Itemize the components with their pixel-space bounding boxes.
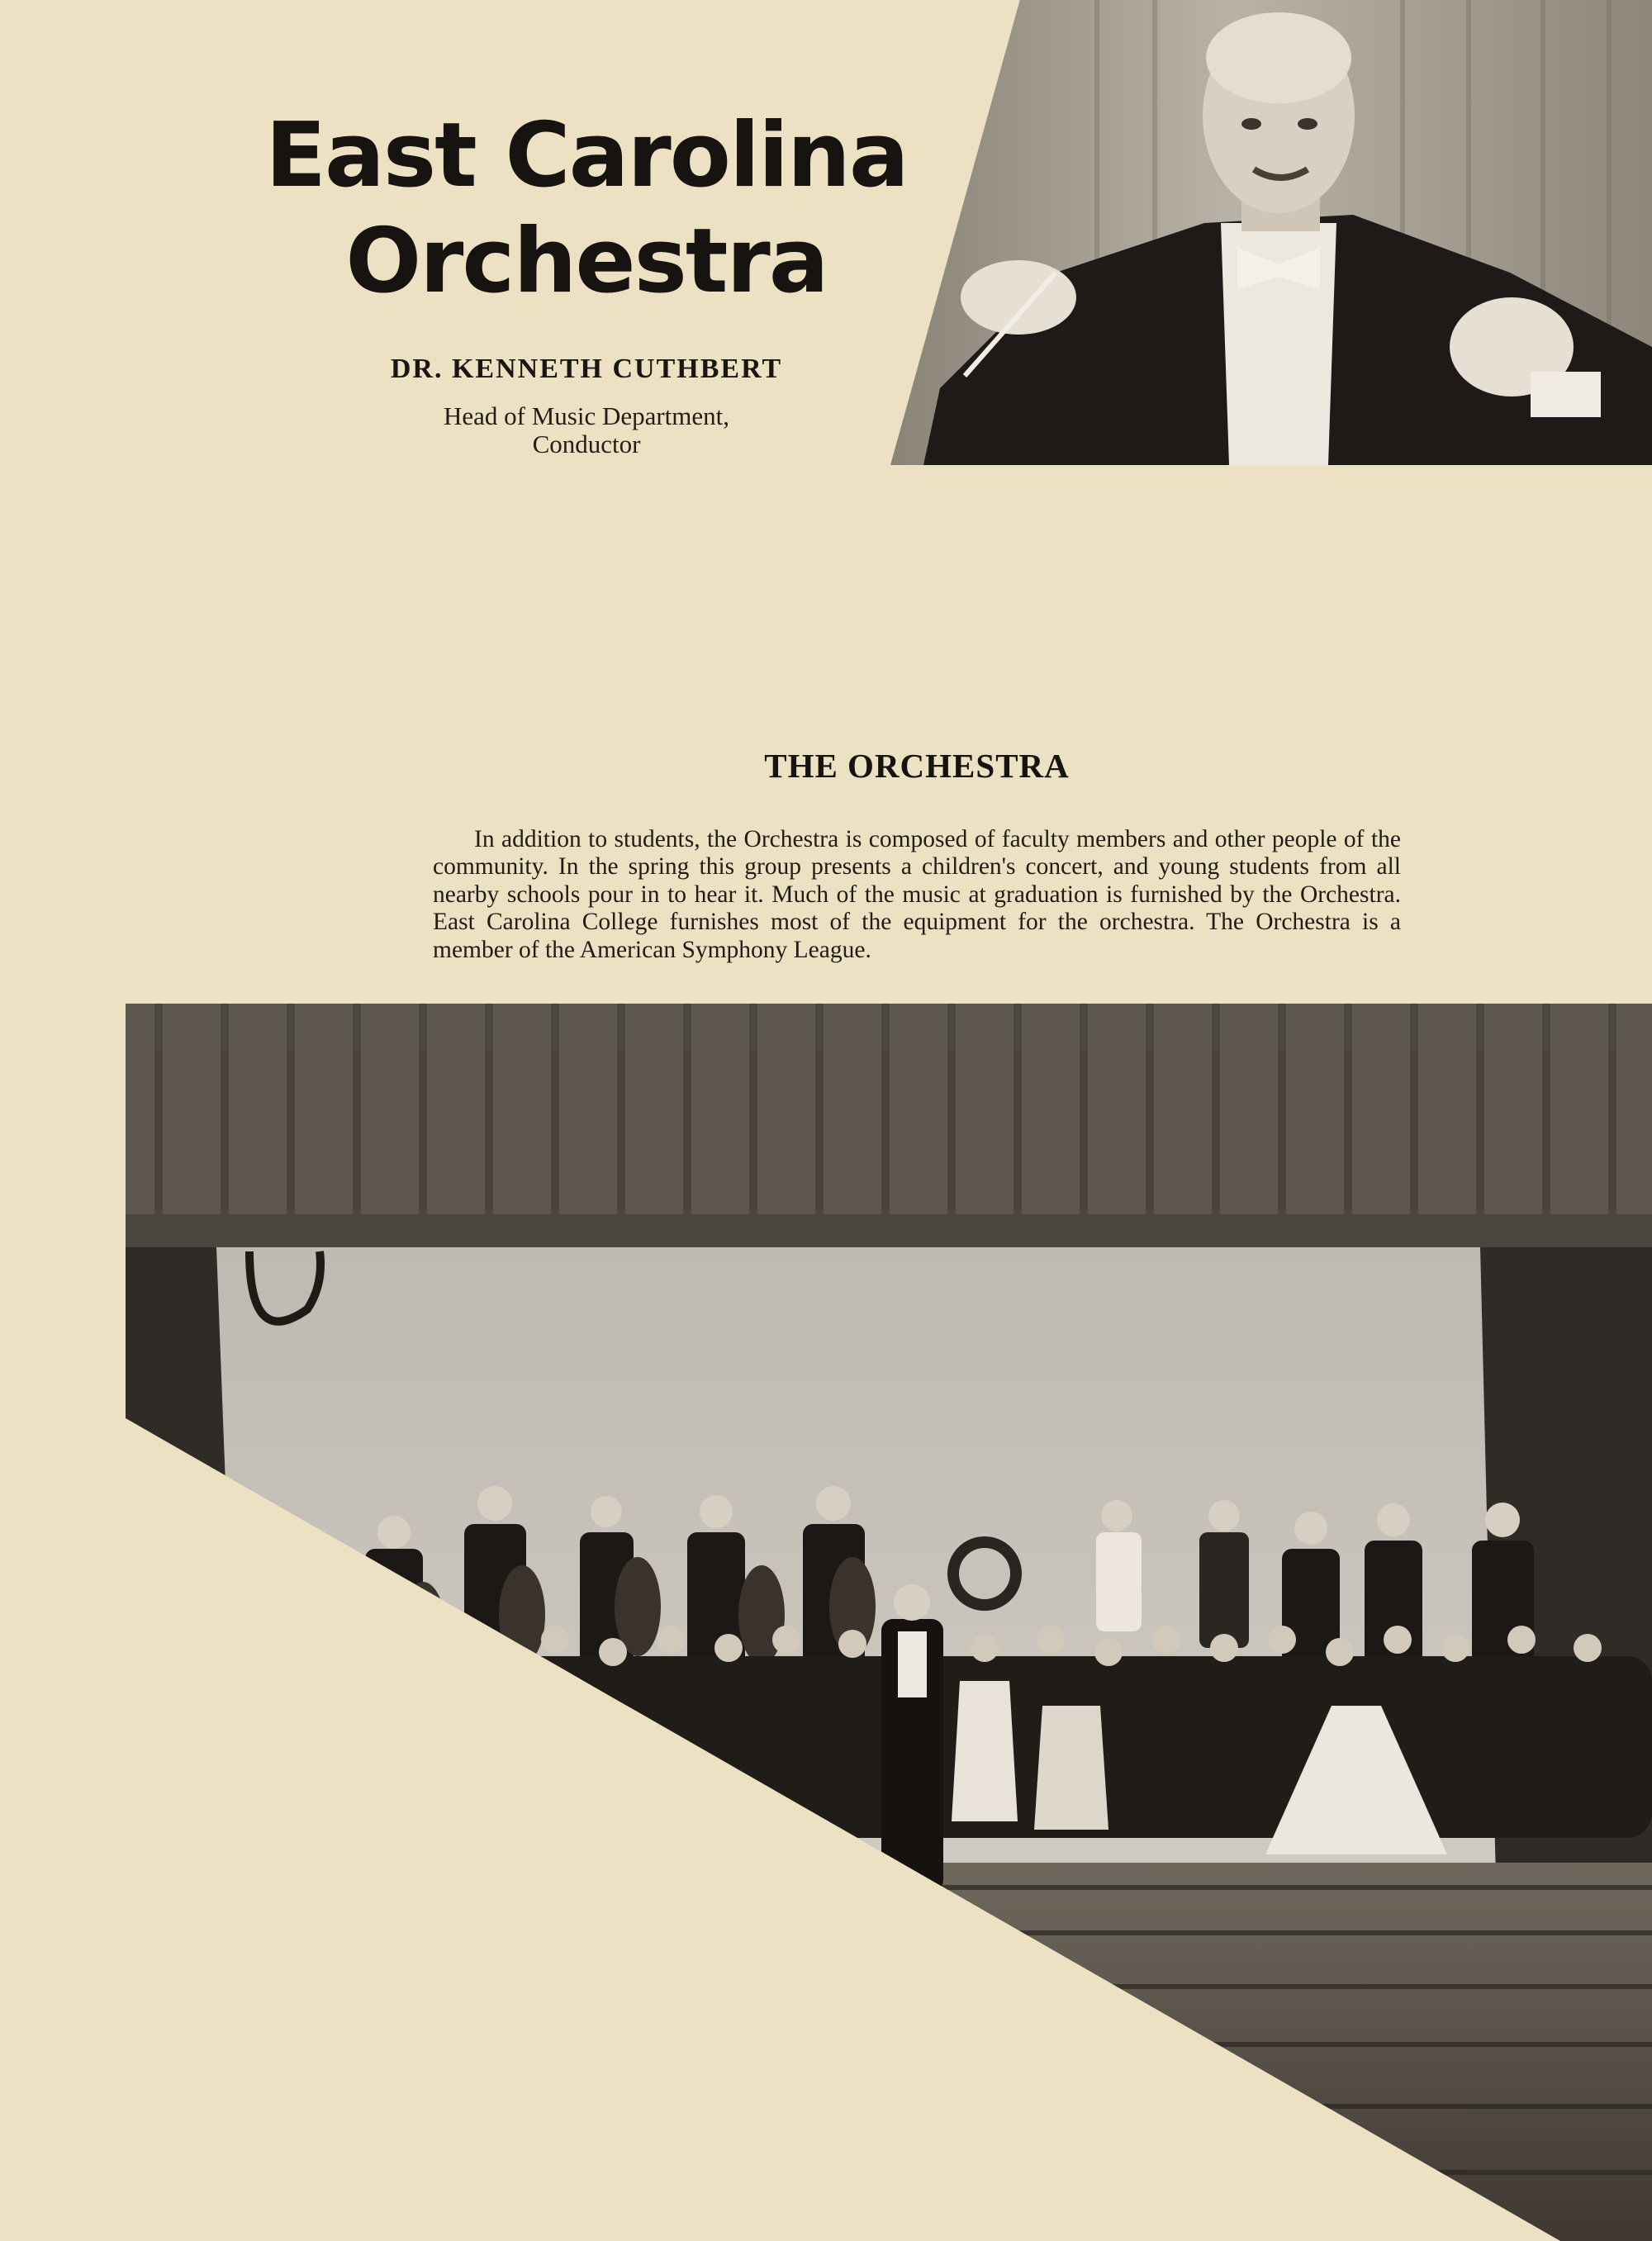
conductor-role-line-2: Conductor	[532, 430, 641, 458]
conductor-role	[297, 402, 876, 458]
conductor-portrait-photo	[890, 0, 1652, 465]
orchestra-stage-drawing	[126, 1004, 1652, 2241]
conductor-portrait-drawing	[890, 0, 1652, 465]
conductor-name: DR. KENNETH CUTHBERT	[390, 354, 783, 384]
conductor-role-line-1: Head of Music Department,	[443, 401, 730, 430]
page-title	[231, 103, 942, 315]
section-body-text: In addition to students, the Orchestra is composed of faculty members and other people of the community. In the spring this group presents a children's concert, and young students from all nearby schools pour in to hear it. Much of the music at graduation is furnished by the Orchestra. East Carolina College furnishes most of the equipment for the orchestra. The Orchestra is a member of the American Symphony League.	[433, 825, 1401, 963]
section-title: THE ORCHESTRA	[764, 747, 1070, 785]
title-line-1: East Carolina	[265, 104, 908, 207]
title-line-2: Orchestra	[345, 210, 828, 313]
orchestra-stage-photo	[126, 1004, 1652, 2241]
